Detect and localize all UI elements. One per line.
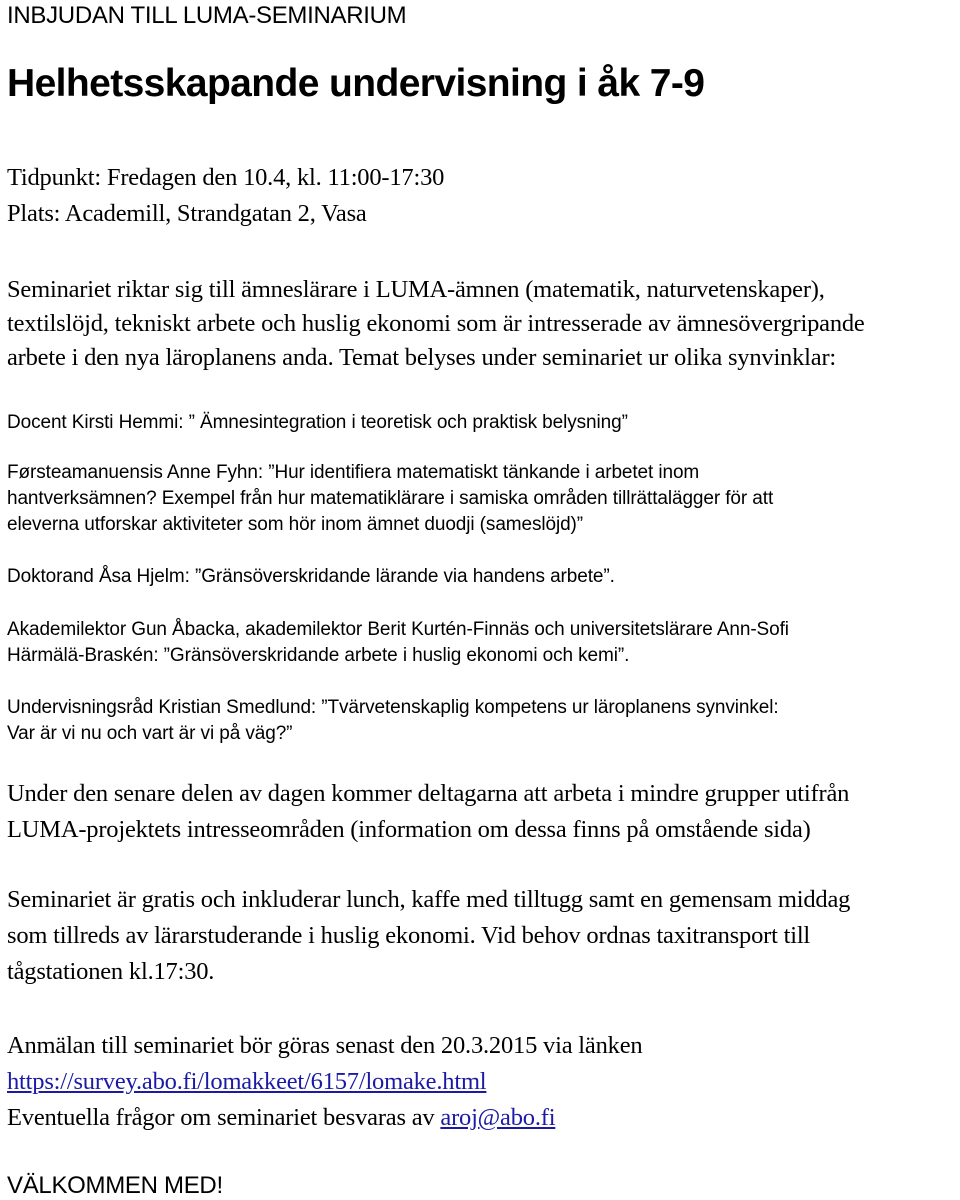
intro-line: arbete i den nya läroplanens anda. Temat belyses under seminariet ur olika synvinklar: [7,344,837,371]
speaker-fyhn-line: eleverna utforskar aktiviteter som hör inom ämnet duodji (sameslöjd)” [7,514,584,535]
event-place: Plats: Academill, Strandgatan 2, Vasa [7,200,367,227]
questions-text: Eventuella frågor om seminariet besvaras av [7,1104,441,1131]
event-time: Tidpunkt: Fredagen den 10.4, kl. 11:00-17:30 [7,164,445,191]
speaker-fyhn-line: hantverksämnen? Exempel från hur matematiklärare i samiska områden tillrättalägger för att [7,488,774,509]
speaker-abacka-line: Akademilektor Gun Åbacka, akademilektor Berit Kurtén-Finnäs och universitetslärare Ann-Sofi [7,619,789,640]
speaker-smedlund-line: Var är vi nu och vart är vi på väg?” [7,723,293,744]
registration-link[interactable]: https://survey.abo.fi/lomakkeet/6157/lomake.html [7,1068,487,1095]
cost-line: Seminariet är gratis och inkluderar lunch, kaffe med tilltugg samt en gemensam middag [7,886,851,913]
groupwork-line: Under den senare delen av dagen kommer deltagarna att arbeta i mindre grupper utifrån [7,780,850,807]
cost-line: som tillreds av lärarstuderande i huslig ekonomi. Vid behov ordnas taxitransport till [7,922,811,949]
questions-row [7,1104,555,1132]
speaker-smedlund-line: Undervisningsråd Kristian Smedlund: ”Tvärvetenskaplig kompetens ur läroplanens synvinkel: [7,697,779,718]
groupwork-line: LUMA-projektets intresseområden (information om dessa finns på omstående sida) [7,816,811,843]
registration-link-row [7,1068,486,1096]
closing-text: VÄLKOMMEN MED! [7,1172,223,1199]
speaker-abacka-line: Härmälä-Braskén: ”Gränsöverskridande arbete i huslig ekonomi och kemi”. [7,645,630,666]
contact-email-link[interactable]: aroj@abo.fi [440,1104,556,1131]
cost-line: tågstationen kl.17:30. [7,958,215,985]
intro-line: textilslöjd, tekniskt arbete och huslig ekonomi som är intresserade av ämnesövergripande [7,310,865,337]
intro-line: Seminariet riktar sig till ämneslärare i LUMA-ämnen (matematik, naturvetenskaper), [7,276,825,303]
registration-text: Anmälan till seminariet bör göras senast den 20.3.2015 via länken [7,1032,643,1059]
speaker-fyhn-line: Førsteamanuensis Anne Fyhn: ”Hur identifiera matematiskt tänkande i arbetet inom [7,462,700,483]
invitation-kicker: INBJUDAN TILL LUMA-SEMINARIUM [7,2,407,29]
page-title: Helhetsskapande undervisning i åk 7-9 [7,62,705,105]
speaker-hemmi: Docent Kirsti Hemmi: ” Ämnesintegration i teoretisk och praktisk belysning” [7,412,628,433]
speaker-hjelm: Doktorand Åsa Hjelm: ”Gränsöverskridande lärande via handens arbete”. [7,566,615,587]
